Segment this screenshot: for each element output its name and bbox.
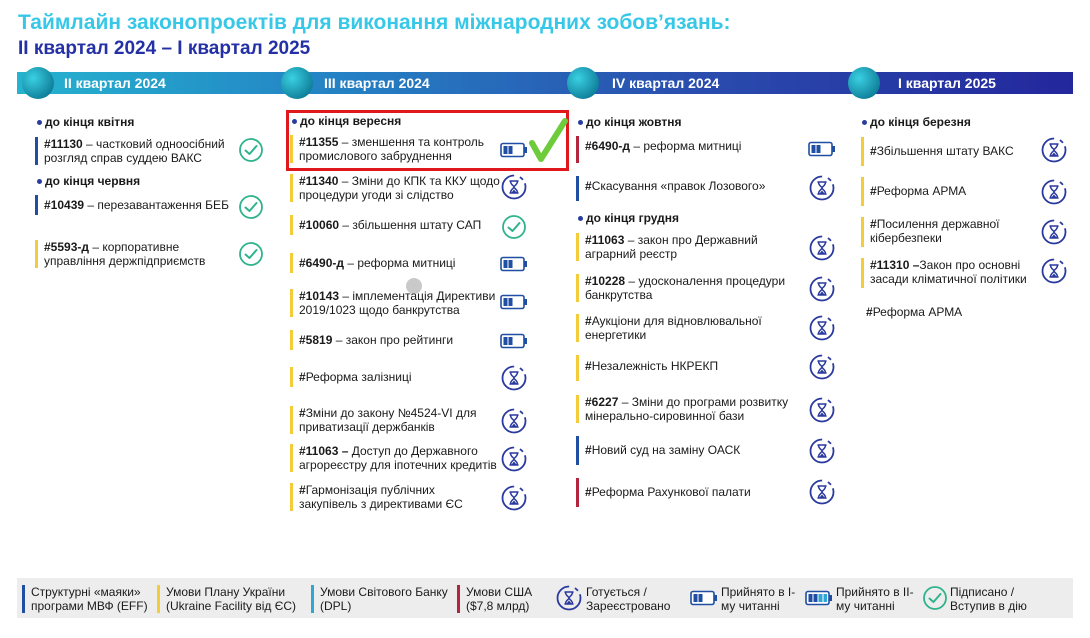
hourglass-icon: [500, 364, 528, 392]
bill-description: Посилення державної кібербезпеки: [870, 217, 1000, 245]
hourglass-icon: [555, 584, 583, 612]
hourglass-icon: [1040, 178, 1068, 206]
deadline-december: до кінця грудня: [578, 211, 679, 225]
hourglass-icon: [1040, 136, 1068, 164]
bill-code: #: [299, 406, 306, 420]
bill-6227[interactable]: [576, 395, 796, 423]
legend-signed: Підписано / Вступив в дію: [950, 585, 1027, 613]
deadline-june: до кінця червня: [37, 174, 140, 188]
bill-description: Реформа Рахункової палати: [591, 485, 751, 499]
legend-ukraine-facility: Умови Плану України (Ukraine Facility від ЄС): [157, 585, 307, 613]
bill-nkrekp[interactable]: [576, 355, 786, 381]
bill-4524-vi[interactable]: [290, 406, 495, 434]
hourglass-icon: [808, 314, 836, 342]
bill-vaks-staff[interactable]: [861, 137, 1036, 166]
signed-check-icon: [922, 585, 948, 611]
bill-description: Реформа залізниці: [305, 370, 412, 384]
bill-cybersecurity[interactable]: [861, 217, 1036, 247]
bill-description: – Зміни до КПК та ККУ щодо процедури угоди зі слідство: [299, 174, 500, 202]
bill-code: #10143: [299, 289, 340, 303]
bill-code: #11063 –: [299, 444, 349, 458]
bill-code: #: [870, 184, 877, 198]
battery-first-reading-icon: [690, 590, 718, 606]
quarter-label-q3-2024: III квартал 2024: [324, 75, 430, 91]
legend-first-reading: Прийнято в І-му читанні: [721, 585, 796, 613]
bill-code: #10439: [44, 198, 85, 212]
bill-description: Реформа АРМА: [872, 305, 963, 319]
battery-first-reading-icon: [500, 294, 528, 310]
bill-10143[interactable]: [290, 289, 500, 317]
hourglass-icon: [808, 234, 836, 262]
deadline-march: до кінця березня: [862, 115, 971, 129]
bill-oask-court[interactable]: [576, 436, 791, 465]
hourglass-icon: [500, 484, 528, 512]
battery-first-reading-icon: [500, 142, 528, 158]
signed-check-icon: [238, 241, 264, 267]
battery-first-reading-icon: [500, 333, 528, 349]
bill-description: Скасування «правок Лозового»: [591, 179, 766, 193]
bill-10228[interactable]: [576, 274, 786, 302]
bill-description: Незалежність НКРЕКП: [591, 359, 719, 373]
hourglass-icon: [808, 174, 836, 202]
bill-code: #: [585, 314, 592, 328]
timeline-marker-q2-2024: [22, 67, 54, 99]
bill-5819[interactable]: [290, 330, 495, 350]
bill-code: #11310 –: [870, 258, 920, 272]
bill-code: #: [299, 370, 306, 384]
hourglass-icon: [808, 396, 836, 424]
bill-description: – удосконалення процедури банкрутства: [585, 274, 786, 302]
hourglass-icon: [1040, 218, 1068, 246]
bill-code: #: [866, 305, 873, 319]
bill-code: #: [299, 483, 306, 497]
bill-10439[interactable]: [35, 195, 235, 215]
bill-code: #11340: [299, 174, 339, 188]
hourglass-icon: [808, 478, 836, 506]
bill-description: Зміни до закону №4524-VI для приватизації держбанків: [299, 406, 477, 434]
quarter-label-q4-2024: IV квартал 2024: [612, 75, 720, 91]
hourglass-icon: [808, 353, 836, 381]
bill-11340[interactable]: [290, 174, 500, 202]
bill-code: #: [585, 485, 592, 499]
bill-code: #: [585, 359, 592, 373]
hourglass-icon: [500, 445, 528, 473]
bill-6490-d[interactable]: [290, 253, 495, 273]
bill-code: #10060: [299, 218, 340, 232]
legend-imf: Структурні «маяки» програми МВФ (EFF): [22, 585, 152, 613]
signed-check-icon: [238, 194, 264, 220]
bill-description: Реформа АРМА: [876, 184, 967, 198]
bill-description: – корпоративне управління держпідприємств: [44, 240, 206, 268]
bill-arma-reform[interactable]: [861, 177, 1036, 206]
bill-description: – частковий одноосібний розгляд справ суддею ВАКС: [44, 137, 225, 165]
bill-code: #11130: [44, 137, 83, 151]
bill-code: #6490-д: [299, 256, 344, 270]
bill-description: – перезавантаження БЕБ: [84, 198, 229, 212]
hourglass-icon: [500, 407, 528, 435]
bill-description: Збільшення штату ВАКС: [876, 144, 1014, 158]
bill-rail-reform[interactable]: [290, 367, 495, 387]
bill-code: #: [585, 443, 592, 457]
deadline-october: до кінця жовтня: [578, 115, 681, 129]
bill-description: – імплементація Директиви 2019/1023 щодо банкрутства: [299, 289, 496, 317]
legend-world-bank: Умови Світового Банку (DPL): [311, 585, 451, 613]
bill-6490-d-customs[interactable]: [576, 136, 791, 163]
legend-usa: Умови США ($7,8 млрд): [457, 585, 547, 613]
bill-description: Новий суд на заміну ОАСК: [591, 443, 741, 457]
bill-code: #: [585, 179, 592, 193]
bill-code: #: [870, 144, 877, 158]
hourglass-icon: [808, 437, 836, 465]
bill-description: – реформа митниці: [629, 139, 742, 153]
bill-code: #10228: [585, 274, 626, 288]
bill-5593-d[interactable]: [35, 240, 235, 268]
bill-arma-reform-2[interactable]: [866, 305, 962, 319]
battery-second-reading-icon: [805, 590, 833, 606]
big-green-checkmark-icon: [528, 117, 568, 163]
deadline-april: до кінця квітня: [37, 115, 134, 129]
bill-description: Закон про основні засади кліматичної політики: [870, 258, 1027, 286]
bill-11063-agro[interactable]: [290, 444, 500, 472]
bill-description: – зменшення та контроль промислового забруднення: [299, 135, 485, 163]
page-subtitle: II квартал 2024 – I квартал 2025: [18, 38, 311, 59]
timeline-marker-q3-2024: [281, 67, 313, 99]
bill-audit-chamber[interactable]: [576, 478, 791, 507]
bill-11355[interactable]: [290, 135, 495, 163]
timeline-marker-q4-2024: [567, 67, 599, 99]
hourglass-icon: [808, 275, 836, 303]
battery-first-reading-icon: [500, 256, 528, 272]
bill-code: #11063: [585, 233, 625, 247]
bill-code: #6227: [585, 395, 619, 409]
bill-description: – закон про рейтинги: [332, 333, 454, 347]
timeline-marker-q1-2025: [848, 67, 880, 99]
quarter-label-q2-2024: II квартал 2024: [64, 75, 166, 91]
bill-code: #: [870, 217, 877, 231]
bill-11310[interactable]: [861, 258, 1041, 288]
bill-lozovoy[interactable]: [576, 176, 791, 201]
bill-description: – реформа митниці: [343, 256, 456, 270]
signed-check-icon: [501, 214, 527, 240]
bill-description: – збільшення штату САП: [339, 218, 482, 232]
legend-prepared: Готується / Зареєстровано: [586, 585, 671, 613]
hourglass-icon: [1040, 257, 1068, 285]
bill-code: #5819: [299, 333, 333, 347]
battery-first-reading-icon: [808, 141, 836, 157]
bill-code: #11355: [299, 135, 339, 149]
bill-description: – закон про Державний аграрний реєстр: [585, 233, 758, 261]
bill-10060[interactable]: [290, 215, 495, 235]
hourglass-icon: [500, 173, 528, 201]
legend-second-reading: Прийнято в ІІ-му читанні: [836, 585, 914, 613]
bill-description: Аукціони для відновлювальної енергетики: [585, 314, 762, 342]
bill-11063-registry[interactable]: [576, 233, 786, 261]
bill-description: – Зміни до програми розвитку мінерально-сировинної бази: [585, 395, 789, 423]
bill-description: Доступ до Державного агрореєстру для іпотечних кредитів: [299, 444, 497, 472]
page-title: Таймлайн законопроектів для виконання міжнародних зобов’язань:: [18, 11, 731, 34]
bill-description: Гармонізація публічних закупівель з директивами ЄС: [299, 483, 463, 511]
bill-11130[interactable]: [35, 137, 235, 165]
deadline-september: до кінця вересня: [292, 114, 401, 128]
quarter-label-q1-2025: I квартал 2025: [898, 75, 996, 91]
bill-renewables[interactable]: [576, 314, 786, 342]
bill-code: #6490-д: [585, 139, 630, 153]
bill-procurement[interactable]: [290, 483, 495, 511]
bill-code: #5593-д: [44, 240, 89, 254]
signed-check-icon: [238, 137, 264, 163]
